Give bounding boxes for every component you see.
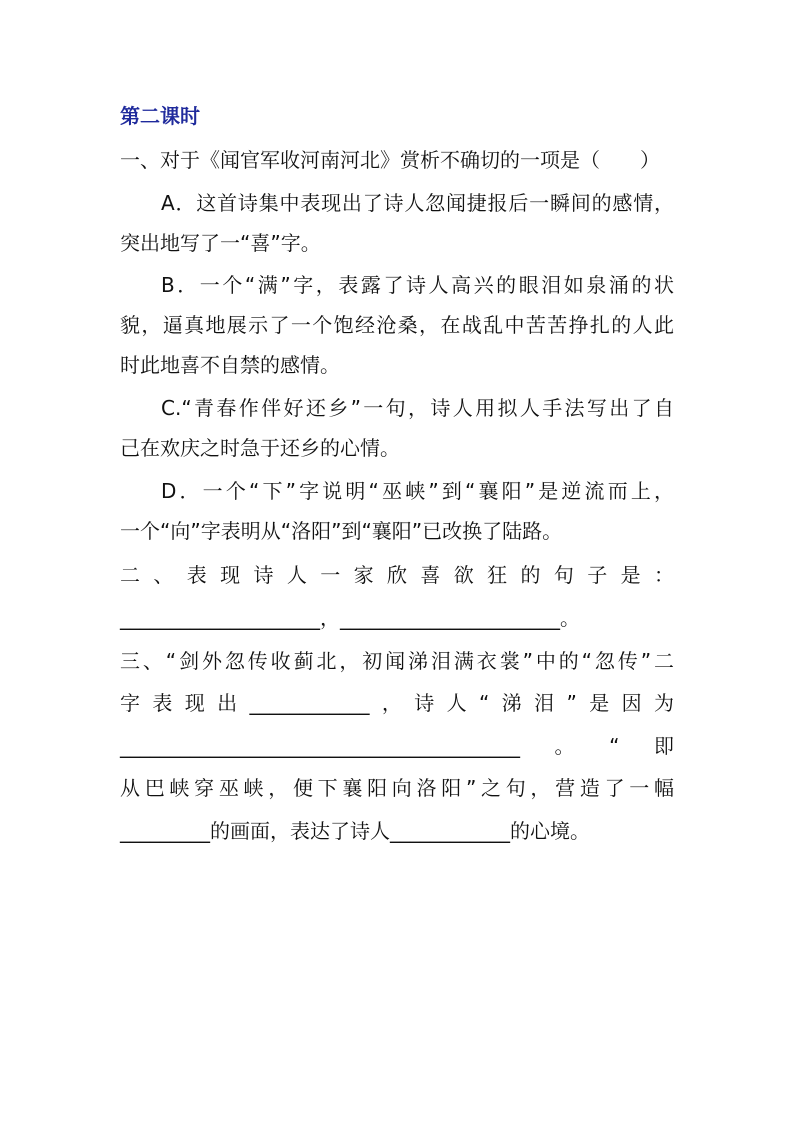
option-a-line-1: A．这首诗集中表现出了诗人忽闻捷报后一瞬间的感情，: [161, 191, 674, 215]
question-3-line-1: 三、“剑外忽传收蓟北，初闻涕泪满衣裳”中的“忽传”二: [120, 649, 674, 673]
question-3-line-2: 字表现出____________，诗人“涕泪”是因为: [120, 691, 674, 715]
option-b-line-1: B．一个“满”字，表露了诗人高兴的眼泪如泉涌的状: [161, 273, 674, 297]
option-d-line-2: 一个“向”字表明从“洛阳”到“襄阳”已改换了陆路。: [120, 519, 563, 543]
option-c-line-1: C.“青春作伴好还乡”一句，诗人用拟人手法写出了自: [161, 396, 674, 420]
question-1-stem: 一、对于《闻官军收河南河北》赏析不确切的一项是（ ）: [120, 148, 660, 172]
option-c-line-2: 己在欢庆之时急于还乡的心情。: [120, 436, 400, 460]
question-2-stem: 二、表现诗人一家欣喜欲狂的句子是：: [120, 563, 674, 587]
lesson-title: 第二课时: [120, 104, 200, 128]
option-b-line-3: 时此地喜不自禁的感情。: [120, 353, 340, 377]
option-b-line-2: 貌，逼真地展示了一个饱经沧桑，在战乱中苦苦挣扎的人此: [120, 313, 674, 337]
question-2-blanks: ____________________，______________________。: [120, 606, 580, 630]
option-a-line-2: 突出地写了一“喜”字。: [120, 231, 321, 255]
question-3-line-4: 从巴峡穿巫峡，便下襄阳向洛阳”之句，营造了一幅: [120, 776, 674, 800]
option-d-line-1: D．一个“下”字说明“巫峡”到“襄阳”是逆流而上，: [161, 479, 674, 503]
question-3-line-5: _________的画面，表达了诗人____________的心境。: [120, 819, 590, 843]
question-3-line-3: ________________________________________。“即: [120, 734, 674, 758]
